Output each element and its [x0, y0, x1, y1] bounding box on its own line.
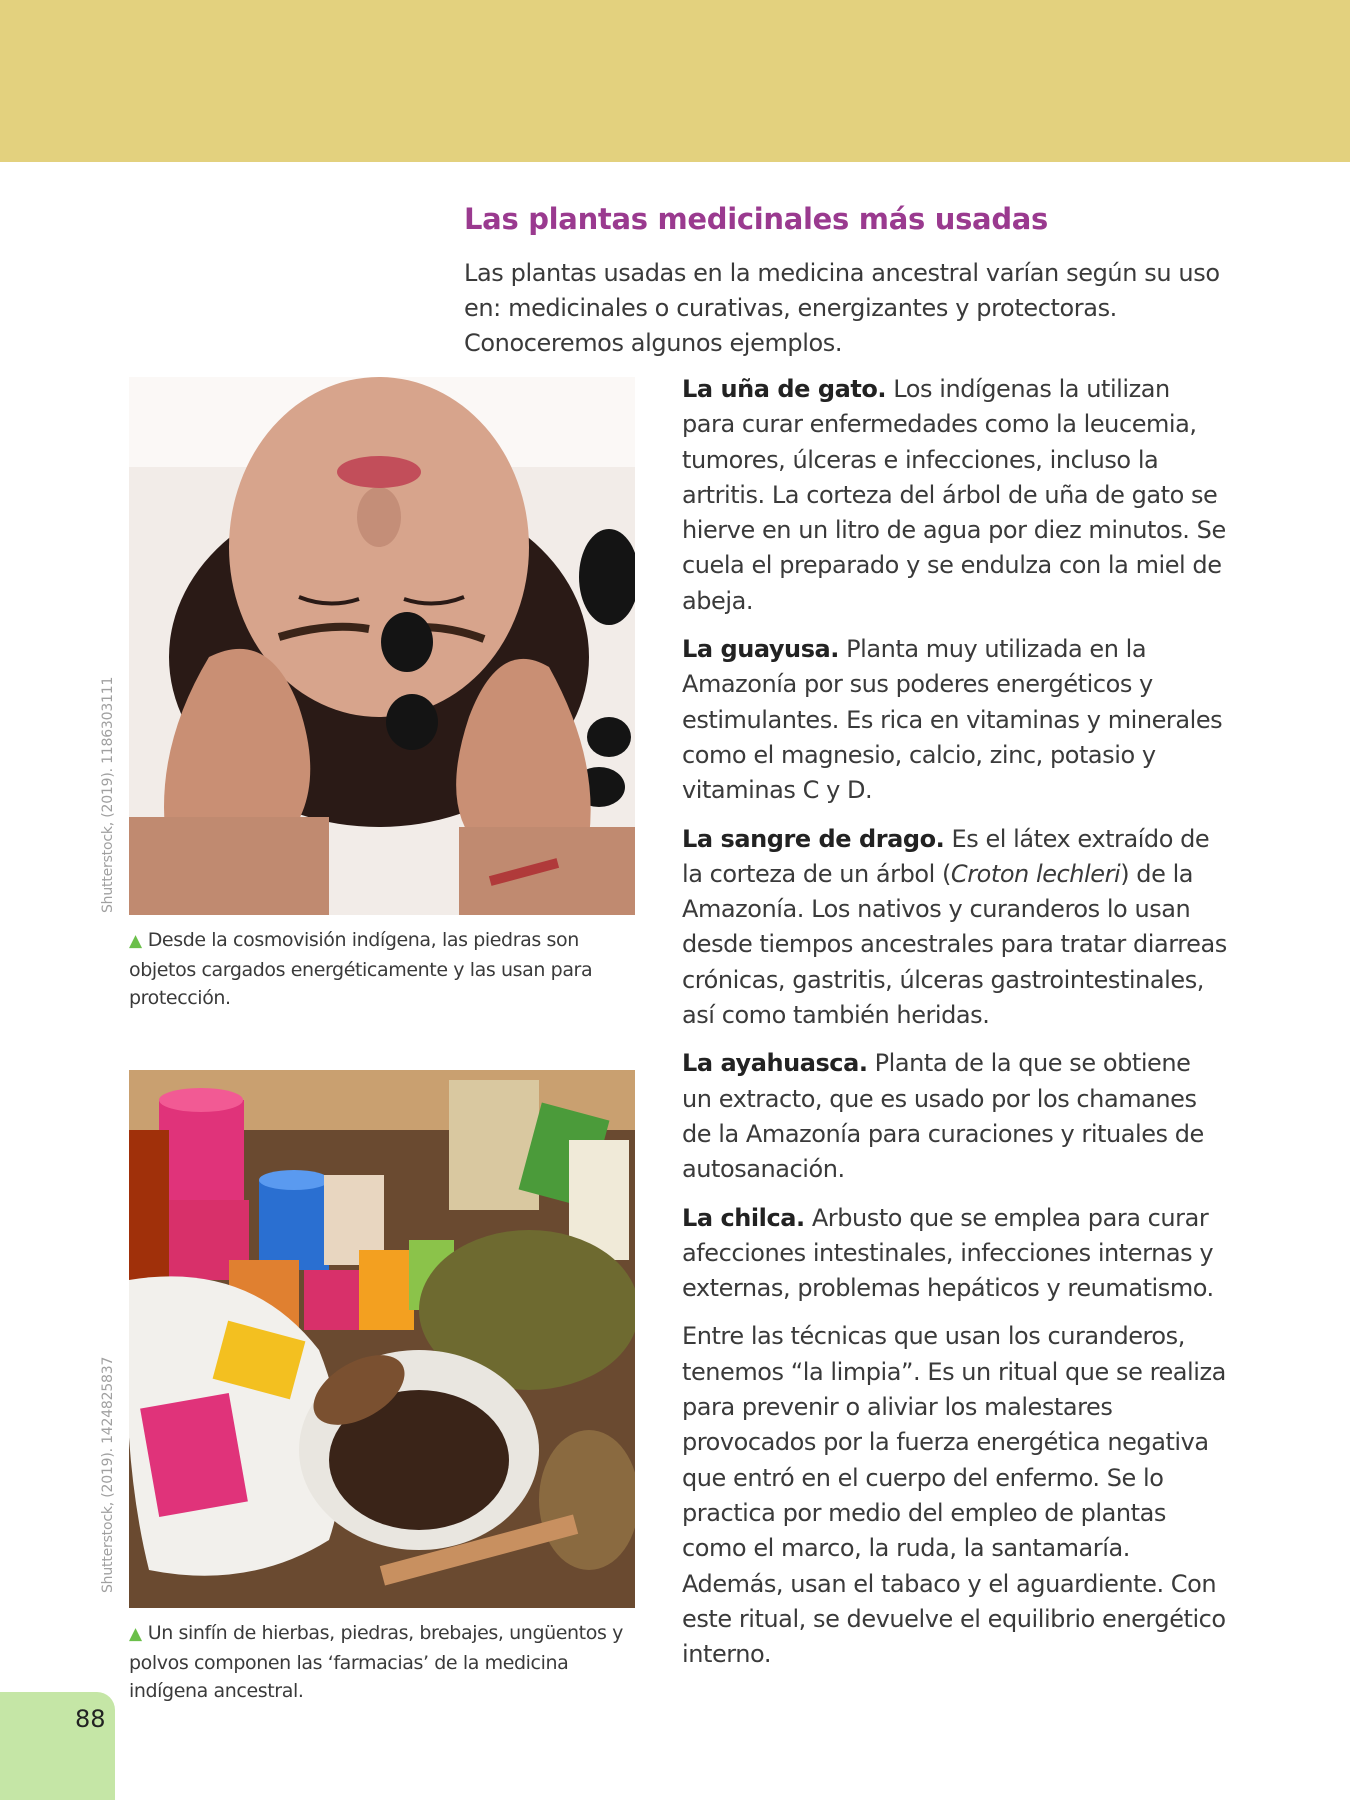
triangle-marker-icon: ▲: [129, 931, 142, 951]
plant-entry: [682, 822, 1227, 1034]
caption-text: Un sinfín de hierbas, piedras, brebajes, ungüentos y polvos componen las ‘farmacias’ de la medicina indígena ancestral.: [129, 1622, 623, 1702]
plant-description: Planta de la que se obtiene un extracto, que es usado por los chamanes de la Amazonía para curaciones y rituales de autosanación.: [682, 1049, 1204, 1184]
figure-caption: [129, 1619, 629, 1706]
caption-text: Desde la cosmovisión indígena, las piedras son objetos cargados energéticamente y las usan para protección.: [129, 929, 593, 1009]
plant-name: La chilca.: [682, 1203, 805, 1232]
plant-description: Arbusto que se emplea para curar afecciones intestinales, infecciones internas y externas, problemas hepáticos y reumatismo.: [682, 1203, 1214, 1303]
page-number: 88: [75, 1705, 106, 1733]
plant-entry: [682, 632, 1227, 808]
photo-hot-stone-therapy: [129, 377, 635, 915]
plant-description: ) de la Amazonía. Los nativos y curanderos lo usan desde tiempos ancestrales para tratar diarreas crónicas, gastritis, úlceras gastrointestinales, así como también heridas.: [682, 859, 1227, 1030]
plant-description: Es el látex extraído de la corteza de un árbol (: [682, 824, 1210, 888]
scientific-name: Croton lechleri: [950, 859, 1121, 888]
closing-paragraph: Entre las técnicas que usan los curanderos, tenemos “la limpia”. Es un ritual que se realiza para prevenir o aliviar los malestares provocados por la fuerza energética negativa que entró en el cuerpo del enfermo. Se lo practica por medio del empleo de plantas como el marco, la ruda, la santamaría. Además, usan el tabaco y el aguardiente. Con este ritual, se devuelve el equilibrio energético interno.: [682, 1322, 1226, 1669]
figure-caption: [129, 926, 629, 1013]
triangle-marker-icon: ▲: [129, 1624, 142, 1644]
plant-name: La uña de gato.: [682, 375, 887, 403]
photo-indigenous-pharmacy-market: [129, 1070, 635, 1608]
plant-name: La ayahuasca.: [682, 1049, 868, 1078]
plant-name: La sangre de drago.: [682, 824, 945, 853]
plant-entry: [682, 1046, 1227, 1187]
plant-entry: [682, 372, 1227, 619]
plant-description: Planta muy utilizada en la Amazonía por sus poderes energéticos y estimulantes. Es rica en vitaminas y minerales como el magnesio, calcio, zinc, potasio y vitaminas C y D.: [682, 635, 1223, 805]
plants-text-column: [682, 372, 1227, 1685]
photo-credit: Shutterstock, (2019). 1424825837: [100, 1356, 116, 1593]
photo-credit: Shutterstock, (2019). 1186303111: [100, 676, 116, 913]
plant-description: Los indígenas la utilizan para curar enfermedades como la leucemia, tumores, úlceras e infecciones, incluso la artritis. La corteza del árbol de uña de gato se hierve en un litro de agua por diez minutos. Se cuela el preparado y se endulza con la miel de abeja.: [682, 375, 1226, 615]
section-title: Las plantas medicinales más usadas: [464, 202, 1049, 236]
intro-paragraph: Las plantas usadas en la medicina ancestral varían según su uso en: medicinales o curativas, energizantes y protectoras. Conoceremos algunos ejemplos.: [464, 259, 1220, 357]
plant-entry: [682, 1201, 1227, 1307]
header-band: [0, 0, 1350, 162]
plant-name: La guayusa.: [682, 635, 839, 664]
